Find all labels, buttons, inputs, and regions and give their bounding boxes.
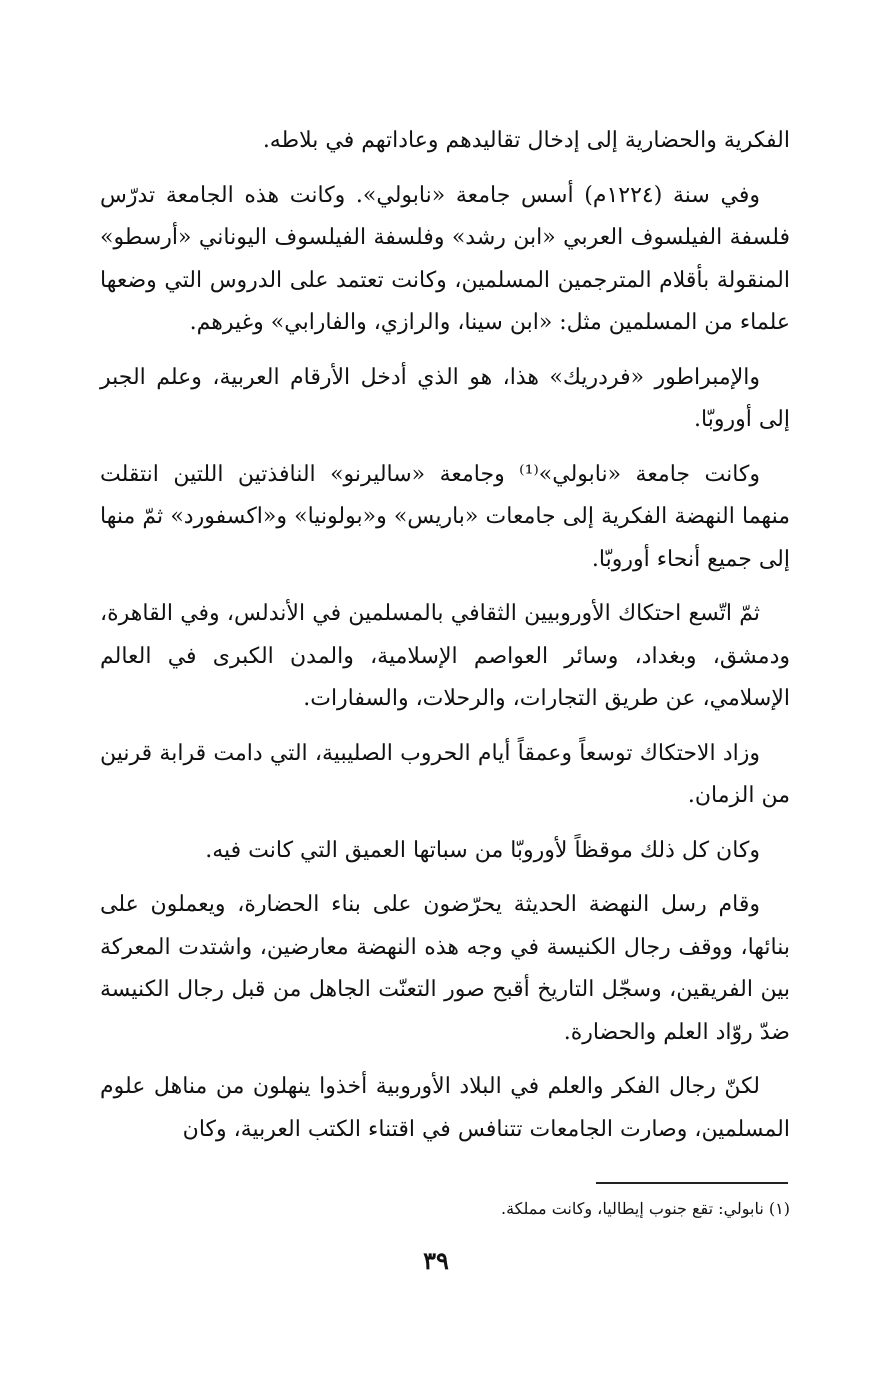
paragraph: والإمبراطور «فردريك» هذا، هو الذي أدخل الأرقام العربية، وعلم الجبر إلى أوروبّا. [100, 364, 790, 432]
footnote-divider [596, 1182, 788, 1184]
paragraph: وفي سنة (١٢٢٤م) أسس جامعة «نابولي». وكانت هذه الجامعة تدرّس فلسفة الفيلسوف العربي «ابن رشد» وفلسفة الفيلسوف اليوناني «أرسطو» المنقولة بأقلام المترجمين المسلمين، وكانت تعتمد على الدروس التي وضعها علماء من المسلمين مثل: «ابن سينا، والرازي، والفارابي» وغيرهم. [100, 182, 790, 335]
paragraph: وكان كل ذلك موقظاً لأوروبّا من سباتها العميق التي كانت فيه. [205, 837, 760, 863]
footnote: (١) نابولي: تقع جنوب إيطاليا، وكانت مملكة. [501, 1199, 790, 1218]
paragraph: الفكرية والحضارية إلى إدخال تقاليدهم وعاداتهم في بلاطه. [262, 128, 790, 153]
paragraph: وقام رسل النهضة الحديثة يحرّضون على بناء الحضارة، ويعملون على بنائها، ووقف رجال الكنيسة في وجه هذه النهضة معارضين، واشتدت المعركة بين الفريقين، وسجّل التاريخ أقبح صور التعنّت الجاهل من قبل رجال الكنيسة ضدّ روّاد العلم والحضارة. [100, 892, 790, 1045]
body-text [100, 120, 790, 1163]
paragraph: وكانت جامعة «نابولي»⁽¹⁾ وجامعة «ساليرنو» النافذتين اللتين انتقلت منهما النهضة الفكرية إلى جامعات «باريس» و«بولونيا» و«اكسفورد» ثمّ منها إلى جميع أنحاء أوروبّا. [100, 461, 790, 572]
paragraph: ثمّ اتّسع احتكاك الأوروبيين الثقافي بالمسلمين في الأندلس، وفي القاهرة، ودمشق، وبغداد، وسائر العواصم الإسلامية، والمدن الكبرى في العالم الإسلامي، عن طريق التجارات، والرحلات، والسفارات. [100, 601, 790, 711]
paragraph: وزاد الاحتكاك توسعاً وعمقاً أيام الحروب الصليبية، التي دامت قرابة قرنين من الزمان. [100, 740, 790, 808]
page-number: ٣٩ [423, 1246, 449, 1275]
paragraph: لكنّ رجال الفكر والعلم في البلاد الأوروبية أخذوا ينهلون من مناهل علوم المسلمين، وصارت الجامعات تتنافس في اقتناء الكتب العربية، وكان [100, 1074, 790, 1142]
